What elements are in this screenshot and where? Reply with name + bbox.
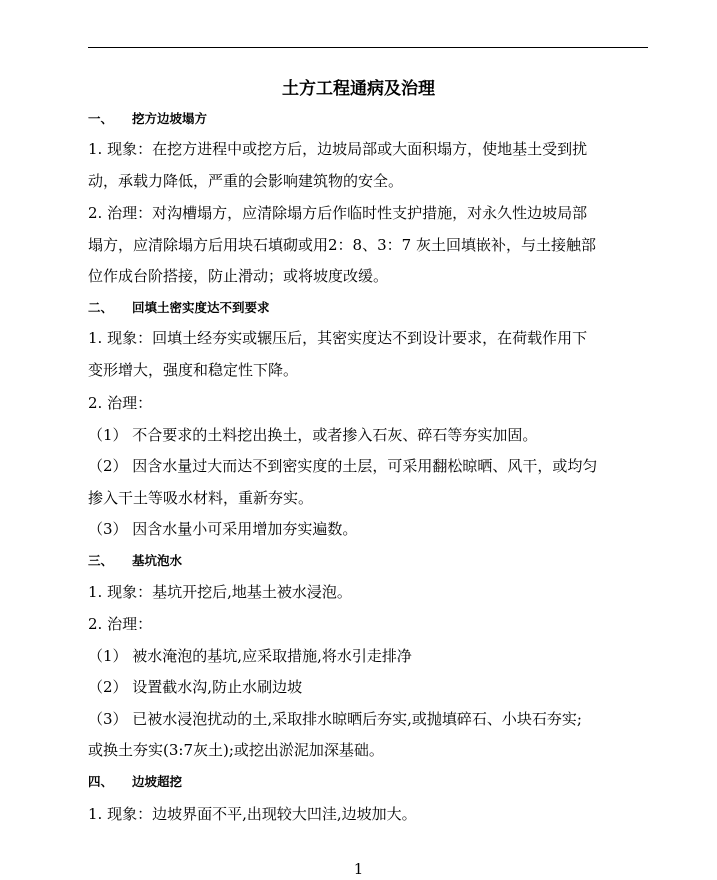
paragraph-line: （3） 因含水量小可采用增加夯实遍数。	[88, 520, 358, 538]
section-heading-1: 一、 挖方边坡塌方	[88, 111, 208, 126]
paragraph-line: 1. 现象：边坡界面不平,出现较大凹洼,边坡加大。	[88, 805, 417, 823]
paragraph-line: 或换土夯实(3:7灰土);或挖出淤泥加深基础。	[88, 741, 384, 759]
header-rule	[88, 47, 648, 48]
paragraph-line: 位作成台阶搭接，防止滑动；或将坡度改缓。	[88, 267, 389, 285]
paragraph-line: （2） 设置截水沟,防止水刷边坡	[88, 678, 303, 696]
paragraph-line: （1） 被水淹泡的基坑,应采取措施,将水引走排净	[88, 647, 412, 665]
page-number: 1	[353, 860, 364, 878]
paragraph-line: （2） 因含水量过大而达不到密实度的土层，可采用翻松晾晒、风干，或均匀	[88, 457, 598, 475]
paragraph-line: 1. 现象：回填土经夯实或辗压后，其密实度达不到设计要求，在荷载作用下	[88, 329, 588, 347]
paragraph-line: 2. 治理：	[88, 394, 153, 412]
paragraph-line: 掺入干土等吸水材料，重新夯实。	[88, 489, 314, 507]
section-heading-4: 四、 边坡超挖	[88, 774, 183, 789]
paragraph-line: 动，承载力降低，严重的会影响建筑物的安全。	[88, 172, 404, 190]
paragraph-line: 1. 现象：基坑开挖后,地基土被水浸泡。	[88, 583, 352, 601]
paragraph-line: 塌方，应清除塌方后用块石填砌或用2：8、3：7 灰土回填嵌补，与土接触部	[88, 236, 596, 254]
paragraph-line: 变形增大，强度和稳定性下降。	[88, 361, 299, 379]
paragraph-line: （1） 不合要求的土料挖出换土，或者掺入石灰、碎石等夯实加固。	[88, 426, 538, 444]
section-heading-3: 三、 基坑泡水	[88, 553, 183, 568]
paragraph-line: 2. 治理：	[88, 615, 153, 633]
paragraph-line: 1. 现象：在挖方进程中或挖方后，边坡局部或大面积塌方，使地基土受到扰	[88, 140, 588, 158]
section-heading-2: 二、 回填土密实度达不到要求	[88, 300, 270, 315]
document-title: 土方工程通病及治理	[282, 79, 435, 99]
paragraph-line: （3） 已被水浸泡扰动的土,采取排水晾晒后夯实,或抛填碎石、小块石夯实;	[88, 710, 582, 728]
paragraph-line: 2. 治理：对沟槽塌方，应清除塌方后作临时性支护措施，对永久性边坡局部	[88, 204, 588, 222]
